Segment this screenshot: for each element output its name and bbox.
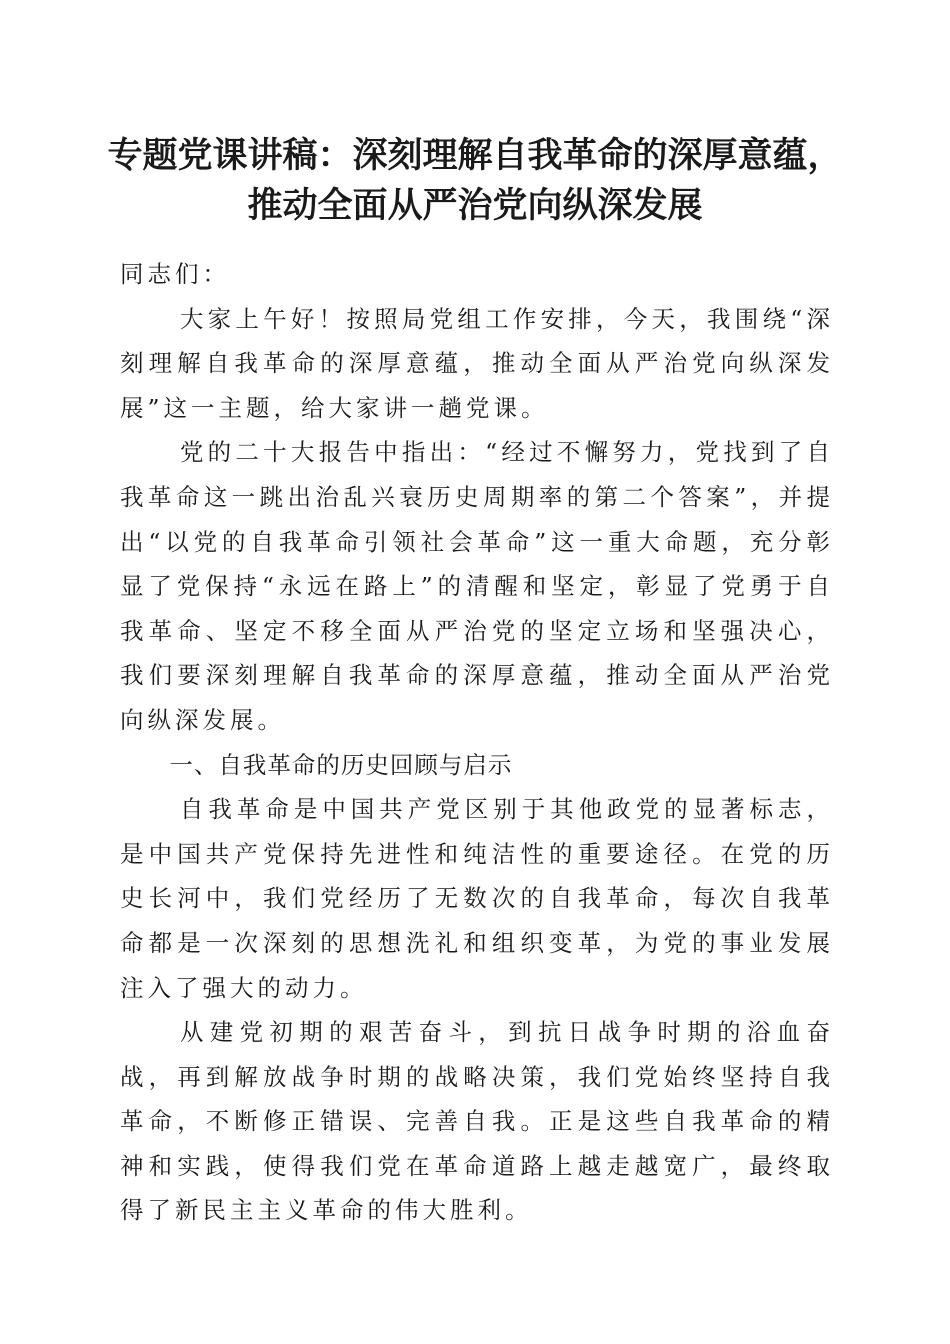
salutation: 同志们：: [120, 260, 230, 288]
section-paragraph-1: 自我革命是中国共产党区别于其他政党的显著标志，是中国共产党保持先进性和纯洁性的重要途径。在党的历史长河中，我们党经历了无数次的自我革命，每次自我革命都是一次深刻的思想洗礼和组织变革，为党的事业发展注入了强大的动力。: [120, 795, 834, 1002]
document-title-line-1: 专题党课讲稿：深刻理解自我革命的深厚意蕴，: [107, 136, 843, 176]
document-title-line-2: 推动全面从严治党向纵深发展: [247, 186, 703, 226]
paragraph-report-quote: 党的二十大报告中指出：“经过不懈努力，党找到了自我革命这一跳出治乱兴衰历史周期率的第二个答案”，并提出“以党的自我革命引领社会革命”这一重大命题，充分彰显了党保持“永远在路上”的清醒和坚定，彰显了党勇于自我革命、坚定不移全面从严治党的坚定立场和坚强决心，我们要深刻理解自我革命的深厚意蕴，推动全面从严治党向纵深发展。: [120, 438, 834, 734]
paragraph-opening: 大家上午好！按照局党组工作安排，今天，我围绕“深刻理解自我革命的深厚意蕴，推动全面从严治党向纵深发展”这一主题，给大家讲一趟党课。: [120, 304, 834, 422]
section-heading: 一、自我革命的历史回顾与启示: [169, 750, 513, 779]
section-paragraph-2: 从建党初期的艰苦奋斗，到抗日战争时期的浴血奋战，再到解放战争时期的战略决策，我们党始终坚持自我革命，不断修正错误、完善自我。正是这些自我革命的精神和实践，使得我们党在革命道路上越走越宽广，最终取得了新民主主义革命的伟大胜利。: [120, 1018, 834, 1225]
document-body: [120, 252, 834, 1233]
